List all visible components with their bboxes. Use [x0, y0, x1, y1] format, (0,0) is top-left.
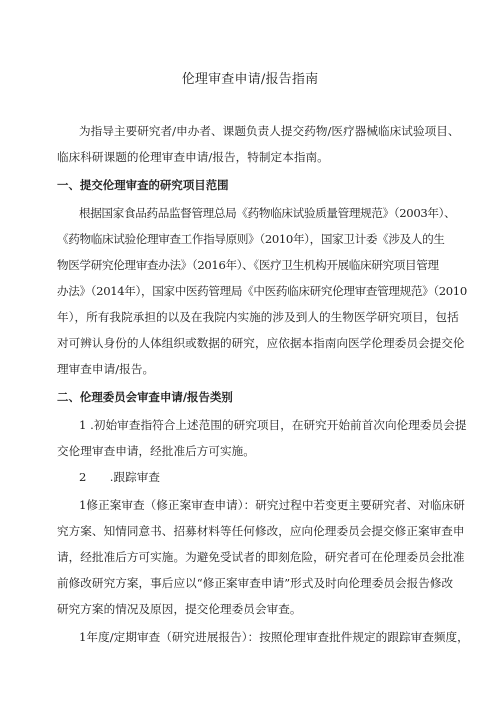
- item-2-heading: 2 .跟踪审查: [79, 470, 161, 484]
- section-1-line-4: 办法》（2014年），国家中医药管理局《中医药临床研究伦理审查管理规范》（2010: [57, 284, 467, 298]
- document-title: 伦理审查申请/报告指南: [181, 72, 319, 87]
- section-1-line-7: 理审查申请/报告。: [57, 362, 155, 376]
- intro-line-1: 为指导主要研究者/申办者、课题负责人提交药物/医疗器械临床试验项目、: [79, 124, 460, 138]
- section-1-line-3: 物医学研究伦理审查办法》（2016年）、《医疗卫生机构开展临床研究项目管理: [57, 258, 439, 272]
- section-1-line-6: 对可辨认身份的人体组织或数据的研究，应依据本指南向医学伦理委员会提交伦: [57, 336, 465, 350]
- amendment-line-1: 1修正案审查（修正案审查申请）：研究过程中若变更主要研究者、对临床研: [79, 498, 465, 512]
- amendment-line-5: 研究方案的情况及原因，提交伦理委员会审查。: [57, 602, 302, 616]
- amendment-line-3: 请，经批准后方可实施。为避免受试者的即刻危险，研究者可在伦理委员会批准: [57, 550, 465, 564]
- section-1-line-5: 年），所有我院承担的以及在我院内实施的涉及到人的生物医学研究项目，包括: [57, 310, 459, 324]
- section-heading-1: 一、提交伦理审查的研究项目范围: [57, 178, 229, 192]
- item-1-line-1: 1 .初始审查指符合上述范围的研究项目，在研究开始前首次向伦理委员会提: [79, 418, 467, 432]
- amendment-line-2: 究方案、知情同意书、招募材料等任何修改，应向伦理委员会提交修正案审查申: [57, 524, 465, 538]
- section-heading-2: 二、伦理委员会审查申请/报告类别: [57, 390, 233, 404]
- intro-line-2: 临床科研课题的伦理审查申请/报告，特制定本指南。: [57, 150, 329, 164]
- amendment-line-4: 前修改研究方案，事后应以“修正案审查申请”形式及时向伦理委员会报告修改: [57, 576, 454, 590]
- section-1-line-2: 《药物临床试验伦理审查工作指导原则》（2010年），国家卫计委《涉及人的生: [57, 232, 445, 246]
- section-1-line-1: 根据国家食品药品监督管理总局《药物临床试验质量管理规范》（2003年）、: [79, 206, 456, 220]
- item-1-line-2: 交伦理审查申请，经批准后方可实施。: [57, 444, 255, 458]
- annual-review-line-1: 1年度/定期审查（研究进展报告）：按照伦理审查批件规定的跟踪审查频度，: [79, 630, 469, 644]
